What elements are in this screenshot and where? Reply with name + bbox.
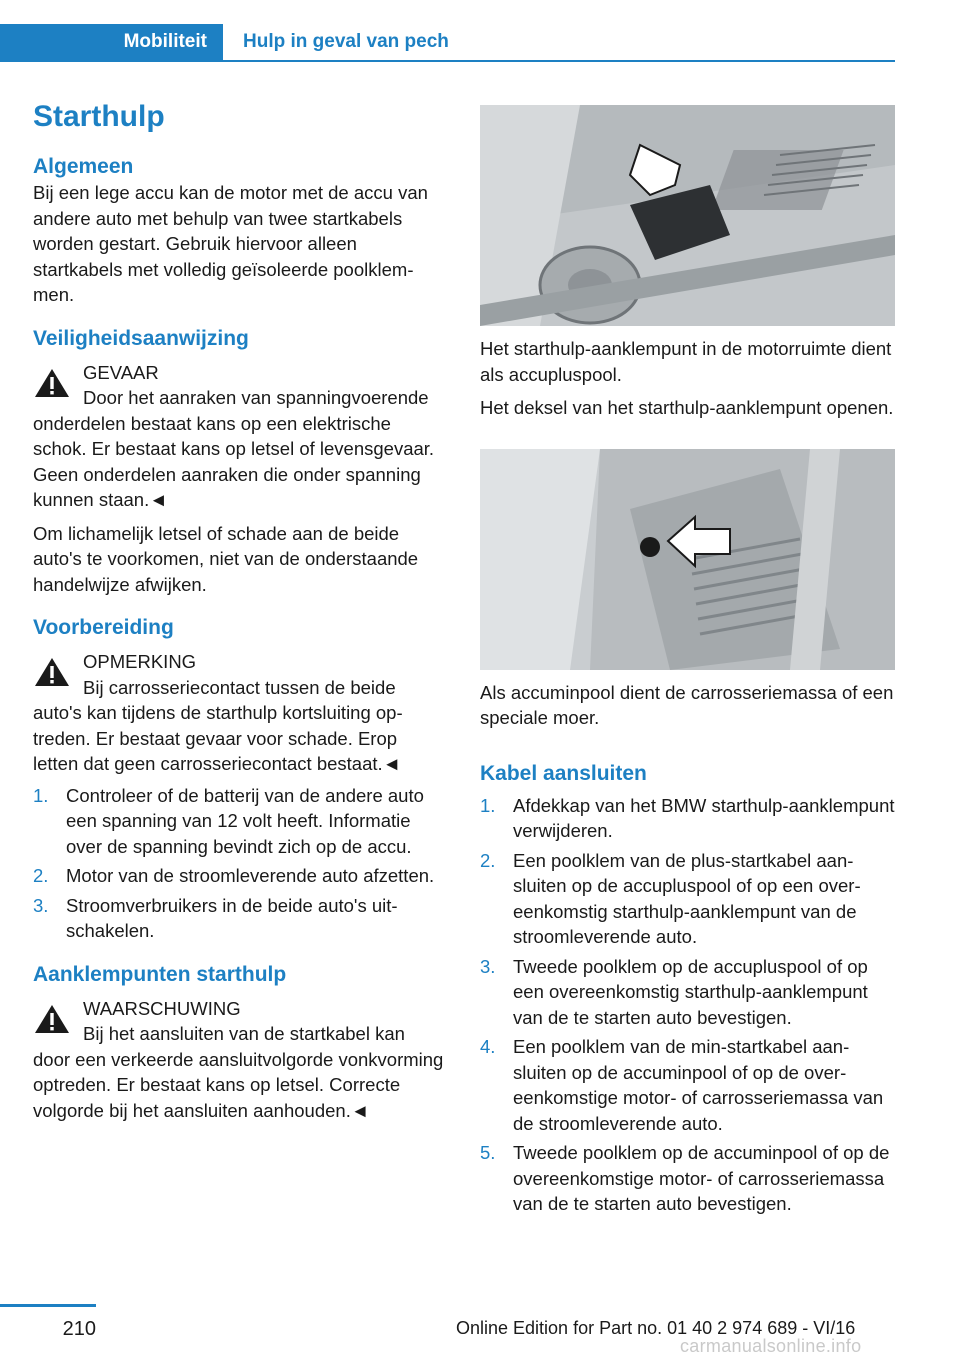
heading-kabel-aansluiten: Kabel aansluiten xyxy=(480,761,647,785)
warning-triangle-icon xyxy=(33,366,71,399)
list-item xyxy=(480,954,895,1031)
step-number: 2. xyxy=(33,865,49,886)
edition-text: Online Edition for Part no. 01 40 2 974 689 - VI/16 xyxy=(456,1318,856,1338)
engine-bay-illustration xyxy=(480,105,895,326)
right-column xyxy=(480,105,895,1221)
engine-bay-photo-ground-nut xyxy=(480,449,895,670)
warning-keyword: OPMERKING xyxy=(83,651,197,672)
step-text: Een poolklem van de min-startkabel aansluiten op de accuminpool of op de overeenkomstige motor- of carrosseriemassa van de stroomleverende auto. xyxy=(513,1036,884,1134)
warning-triangle-icon xyxy=(33,655,71,688)
list-item xyxy=(33,783,447,860)
footer-divider xyxy=(0,1304,96,1307)
warning-keyword: GEVAAR xyxy=(83,361,159,383)
step-number: 1. xyxy=(33,784,49,806)
step-text: Afdekkap van het BMW starthulp-aanklempunt verwijderen. xyxy=(513,794,895,841)
warning-opmerking xyxy=(33,649,447,777)
step-number: 3. xyxy=(480,955,496,977)
step-number: 2. xyxy=(480,849,496,871)
caption-minus-terminal: Als accuminpool dient de carrosseriemassa of een speciale moer. xyxy=(480,681,894,728)
caption-plus-terminal: Het starthulp-aanklempunt in de motorruimte dient als accupluspool. xyxy=(480,338,892,385)
page-title: Starthulp xyxy=(33,100,165,133)
list-item xyxy=(480,793,895,844)
header-divider xyxy=(0,60,895,62)
tab-hulp-in-geval-van-pech[interactable]: Hulp in geval van pech xyxy=(243,31,449,52)
warning-keyword: WAARSCHUWING xyxy=(83,997,241,1019)
page-number: 210 xyxy=(62,1318,96,1340)
warning-text: Bij carrosseriecontact tussen de beide auto's kan tijdens de starthulp kortsluiting optreden. Er bestaat gevaar voor schade. Erop letten dat geen carrosseriecontact bestaat.◄ xyxy=(33,676,403,774)
steps-voorbereiding xyxy=(33,783,447,944)
steps-kabel-aansluiten xyxy=(480,793,895,1217)
step-text: Controleer of de batterij van de andere auto een spanning van 12 volt heeft. Informatie over de spanning bevindt zich op de accu. xyxy=(66,784,424,857)
list-item xyxy=(33,893,447,944)
step-number: 4. xyxy=(480,1036,496,1057)
tab-mobiliteit[interactable]: Mobiliteit xyxy=(0,24,223,60)
step-text: Tweede poolklem op de accupluspool of op een overeenkomstig starthulp-aanklempunt van de te starten auto bevestigen. xyxy=(513,955,868,1028)
warning-gevaar xyxy=(33,360,447,513)
page-header xyxy=(0,24,895,62)
step-number: 1. xyxy=(480,794,496,816)
heading-aanklempunten: Aanklempunten starthulp xyxy=(33,962,287,986)
warning-waarschuwing xyxy=(33,996,447,1124)
text-algemeen: Bij een lege accu kan de motor met de accu van andere auto met behulp van twee startkabels worden gestart. Gebruik hiervoor alleen startkabels met volledig geïsoleerde poolklemmen. xyxy=(33,182,428,305)
left-column xyxy=(33,100,447,1123)
heading-voorbereiding: Voorbereiding xyxy=(33,616,174,639)
warning-triangle-icon xyxy=(33,1002,71,1035)
step-text: Een poolklem van de plus-startkabel aansluiten op de accupluspool of op een overeenkomstig starthulp-aanklempunt van de stroomleverende auto. xyxy=(513,849,861,947)
list-item xyxy=(480,1034,895,1136)
warning-text: Bij het aansluiten van de startkabel kan door een verkeerde aansluitvolgorde vonkvorming optreden. Er bestaat kans op letsel. Correcte volgorde bij het aansluiten aanhouden.◄ xyxy=(33,1023,444,1121)
watermark: carmanualsonline.info xyxy=(680,1336,862,1356)
text-open-cover: Het deksel van het starthulp-aanklempunt openen. xyxy=(480,397,894,418)
step-number: 3. xyxy=(33,894,49,916)
list-item xyxy=(480,848,895,950)
heading-veiligheidsaanwijzing: Veiligheidsaanwijzing xyxy=(33,326,249,350)
list-item xyxy=(480,1140,895,1217)
list-item xyxy=(33,863,447,889)
engine-bay-photo-plus-terminal xyxy=(480,105,895,326)
step-number: 5. xyxy=(480,1142,496,1163)
heading-algemeen: Algemeen xyxy=(33,155,134,178)
step-text: Motor van de stroomleverende auto afzetten. xyxy=(66,865,435,886)
warning-text: Door het aanraken van spanningvoerende onderdelen bestaat kans op een elektrische schok. Er bestaat kans op letsel of levensgevaar. Geen onderdelen aanraken die onder spanning kunnen staan.◄ xyxy=(33,387,435,510)
ground-point-illustration xyxy=(480,449,895,670)
step-text: Stroomverbruikers in de beide auto's uitschakelen. xyxy=(66,894,398,941)
text-veiligheid: Om lichamelijk letsel of schade aan de beide auto's te voorkomen, niet van de onderstaande handelwijze afwijken. xyxy=(33,522,419,595)
step-text: Tweede poolklem op de accuminpool of op de overeenkomstige motor- of carrosseriemassa van de te starten auto bevestigen. xyxy=(513,1142,890,1214)
